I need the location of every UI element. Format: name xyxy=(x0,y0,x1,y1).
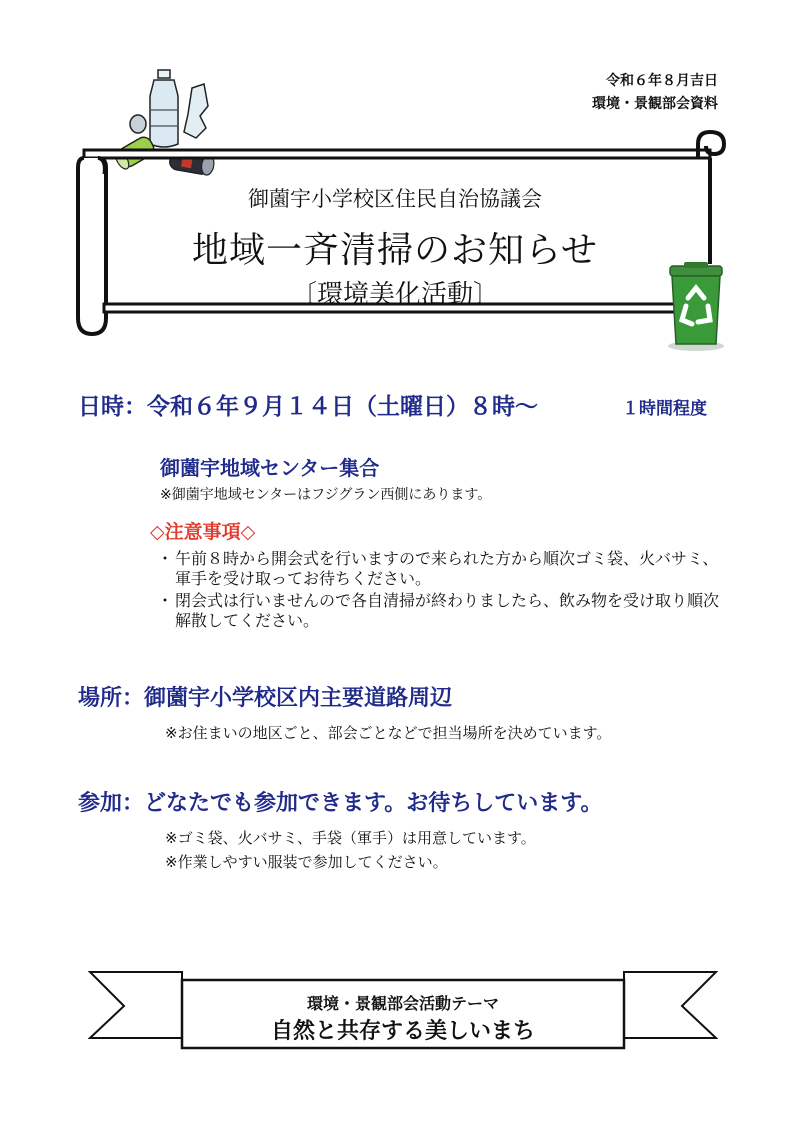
participation-info: 参加：どなたでも参加できます。お待ちしています。 xyxy=(78,791,603,816)
event-duration: １時間程度 xyxy=(622,399,707,419)
event-datetime: 日時：令和６年９月１４日（土曜日）８時～ xyxy=(78,394,538,420)
document-label: 環境・景観部会資料 xyxy=(592,96,718,112)
organization-name: 御薗宇小学校区住民自治協議会 xyxy=(248,187,542,211)
caution-item: ・ 閉会式は行いませんので各自清掃が終わりましたら、飲み物を受け取り順次解散してください。 xyxy=(163,591,723,631)
cleanup-location: 場所：御薗宇小学校区内主要道路周辺 xyxy=(78,686,453,711)
page-title: 地域一斉清掃のお知らせ xyxy=(192,230,598,271)
theme-text: 自然と共存する美しいまち xyxy=(270,1019,535,1044)
caution-list xyxy=(163,549,723,633)
meeting-place-note: ※御薗宇地域センターはフジグラン西側にあります。 xyxy=(160,487,492,503)
issue-date: 令和６年８月吉日 xyxy=(606,73,718,89)
recycle-bin-icon xyxy=(664,262,728,354)
meeting-place: 御薗宇地域センター集合 xyxy=(160,456,380,480)
cleanup-location-note: ※お住まいの地区ごと、部会ごとなどで担当場所を決めています。 xyxy=(165,724,612,742)
participation-note: ※ゴミ袋、火バサミ、手袋（軍手）は用意しています。 xyxy=(165,829,536,847)
theme-label: 環境・景観部会活動テーマ xyxy=(306,994,499,1013)
page-subtitle: 〔環境美化活動〕 xyxy=(290,280,499,310)
caution-item: ・ 午前８時から開会式を行いますので来られた方から順次ゴミ袋、火バサミ、軍手を受け取ってお待ちください。 xyxy=(163,549,723,589)
caution-heading: ◇注意事項◇ xyxy=(150,521,256,543)
participation-note: ※作業しやすい服装で参加してください。 xyxy=(165,853,448,871)
